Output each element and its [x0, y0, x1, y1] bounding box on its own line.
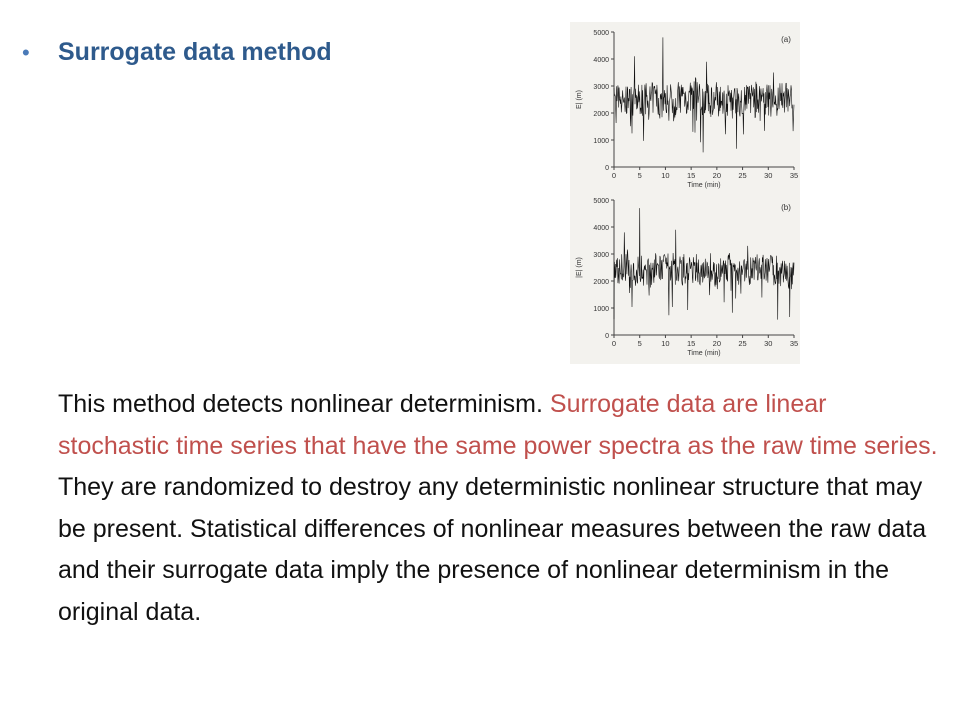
x-tick-label-0: 35 [789, 171, 799, 180]
x-tick-label-0: 20 [712, 171, 722, 180]
panel-label-0: (a) [781, 35, 791, 44]
y-tick-label-0: 3000 [593, 84, 609, 91]
x-tick-label-0: 30 [764, 171, 773, 180]
y-axis-label-1: |E| (m) [576, 257, 583, 278]
x-tick-label-1: 5 [637, 339, 642, 348]
paragraph-intro: This method detects nonlinear determinism. [58, 390, 550, 418]
series-line-1 [614, 208, 794, 320]
y-tick-label-0: 2000 [593, 111, 609, 118]
x-tick-label-0: 10 [661, 171, 670, 180]
y-tick-label-1: 3000 [593, 252, 609, 259]
x-axis-label-1: Time (min) [687, 350, 721, 357]
paragraph-highlight: Surrogate data are linear stochastic time series that have the same power spectra as the raw time series. [58, 390, 938, 460]
bullet-marker: • [22, 40, 30, 65]
x-tick-label-0: 25 [738, 171, 747, 180]
y-tick-label-1: 0 [605, 333, 609, 340]
x-tick-label-1: 0 [611, 339, 617, 348]
y-axis-label-0: E| (m) [576, 90, 583, 109]
y-tick-label-0: 5000 [593, 30, 609, 37]
body-paragraph [58, 384, 938, 633]
x-tick-label-1: 15 [686, 339, 696, 348]
x-tick-label-1: 30 [764, 339, 773, 348]
time-series-figure-svg [570, 22, 800, 364]
x-tick-label-1: 35 [789, 339, 799, 348]
y-tick-label-1: 2000 [593, 279, 609, 286]
time-series-figure [570, 22, 800, 364]
x-tick-label-0: 15 [686, 171, 696, 180]
x-tick-label-1: 10 [661, 339, 670, 348]
y-tick-label-1: 5000 [593, 198, 609, 205]
paragraph-rest: They are randomized to destroy any deterministic nonlinear structure that may be present. Statistical differences of nonlinear measures between the raw data and their surrogate data imply the presence of nonlinear determinism in the original data. [58, 473, 927, 626]
x-tick-label-1: 20 [712, 339, 722, 348]
x-tick-label-0: 5 [637, 171, 642, 180]
x-tick-label-0: 0 [611, 171, 617, 180]
y-tick-label-0: 1000 [593, 138, 609, 145]
panel-label-1: (b) [781, 203, 791, 212]
x-axis-label-0: Time (min) [687, 182, 721, 189]
y-tick-label-1: 4000 [593, 225, 609, 232]
bullet-heading-row [22, 38, 332, 67]
y-tick-label-1: 1000 [593, 306, 609, 313]
x-tick-label-1: 25 [738, 339, 747, 348]
y-tick-label-0: 4000 [593, 57, 609, 64]
slide-heading: Surrogate data method [58, 38, 332, 66]
y-tick-label-0: 0 [605, 165, 609, 172]
series-line-0 [614, 37, 794, 152]
